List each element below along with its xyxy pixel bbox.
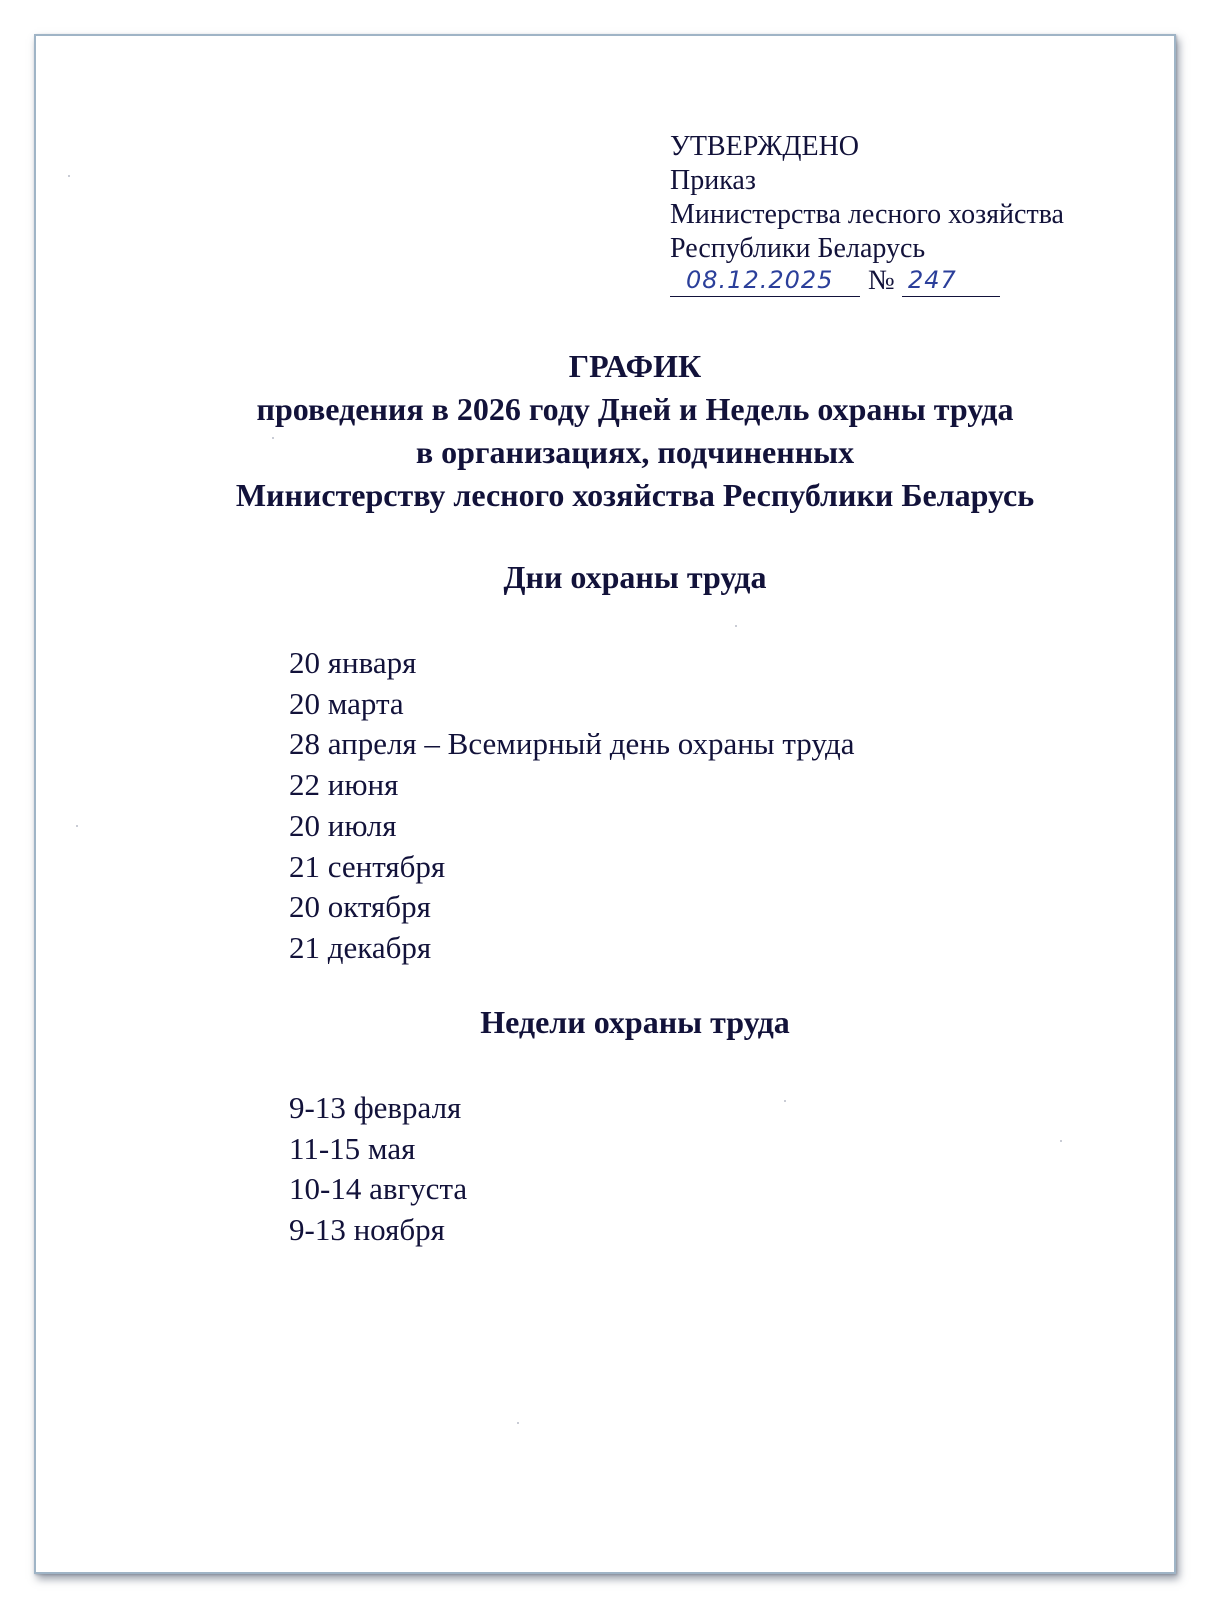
scan-speck (517, 1422, 519, 1424)
approval-stamp-block (670, 130, 1064, 266)
days-section-heading: Дни охраны труда (503, 559, 767, 595)
scan-speck (1060, 1140, 1062, 1142)
list-item: 11-15 мая (289, 1130, 416, 1166)
number-sign: № (868, 265, 895, 296)
list-item: 28 апреля – Всемирный день охраны труда (289, 726, 855, 762)
list-item: 9-13 февраля (289, 1090, 462, 1125)
list-item: 22 июня (289, 767, 399, 803)
title-line-ministry: Министерству лесного хозяйства Республики Беларусь (235, 477, 1035, 513)
list-item: 10-14 августа (289, 1171, 468, 1207)
list-item: 20 июля (289, 807, 397, 843)
scan-speck (784, 1100, 786, 1102)
weeks-list (289, 1088, 467, 1251)
scan-speck (68, 175, 70, 177)
approval-heading: УТВЕРЖДЕНО (670, 131, 860, 162)
scan-speck (735, 625, 737, 627)
approval-ministry: Министерства лесного хозяйства (670, 199, 1064, 230)
scan-speck (272, 437, 274, 439)
title-line-heading: ГРАФИК (568, 348, 702, 384)
list-item: 21 сентября (289, 848, 446, 884)
list-item: 20 октября (289, 889, 431, 925)
list-item: 9-13 ноября (289, 1212, 445, 1248)
weeks-section-heading: Недели охраны труда (480, 1004, 790, 1040)
list-item: 20 марта (289, 685, 404, 721)
approval-country: Республики Беларусь (670, 233, 926, 264)
list-item: 20 января (289, 645, 417, 680)
title-line-subject: проведения в 2026 году Дней и Недель охраны труда (256, 391, 1014, 427)
title-line-scope: в организациях, подчиненных (415, 434, 855, 470)
approval-number-field (902, 266, 1000, 297)
days-list (289, 643, 854, 969)
scan-speck (76, 825, 78, 827)
approval-date-number-row (670, 263, 1000, 303)
approval-date-field (670, 266, 860, 297)
approval-number-handwritten: 247 (908, 266, 957, 294)
approval-order-label: Приказ (670, 165, 756, 196)
list-item: 21 декабря (289, 929, 432, 965)
approval-date-handwritten: 08.12.2025 (686, 266, 834, 294)
document-title (80, 345, 1190, 517)
